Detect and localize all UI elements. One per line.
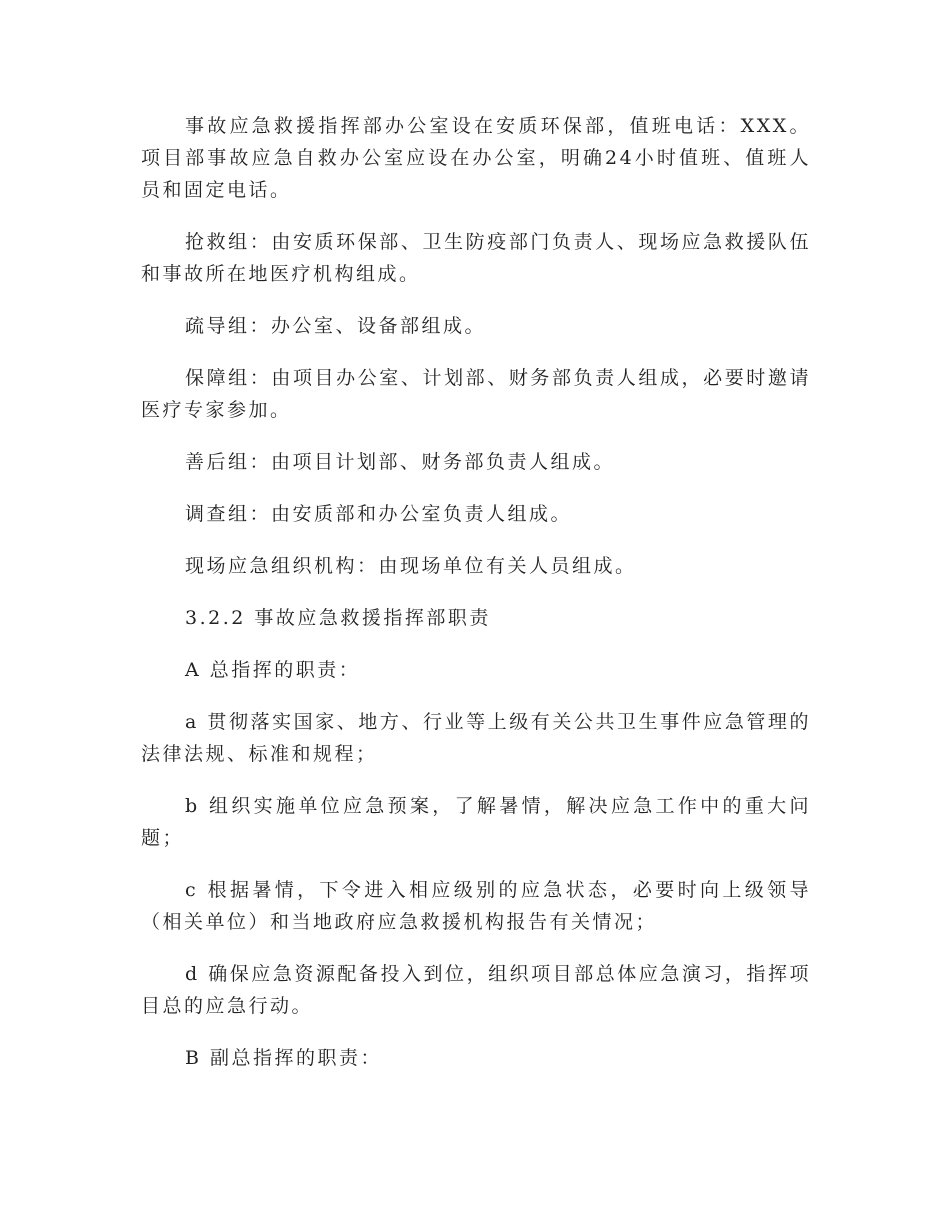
list-item-b: b 组织实施单位应急预案，了解暑情，解决应急工作中的重大问题；: [141, 795, 811, 849]
list-item-d: d 确保应急资源配备投入到位，组织项目部总体应急演习，指挥项目总的应急行动。: [141, 963, 811, 1017]
section-heading-3-2-2: 3.2.2 事故应急救援指挥部职责: [185, 607, 491, 629]
paragraph-guidance-group: 疏导组：办公室、设备部组成。: [185, 315, 487, 337]
subheading-deputy-commander-duties: B 副总指挥的职责：: [185, 1047, 383, 1069]
paragraph-investigation-group: 调查组：由安质部和办公室负责人组成。: [185, 503, 573, 525]
paragraph-aftermath-group: 善后组：由项目计划部、财务部负责人组成。: [185, 451, 616, 473]
subheading-commander-duties: A 总指挥的职责：: [185, 659, 361, 681]
list-item-c: c 根据暑情，下令进入相应级别的应急状态，必要时向上级领导（相关单位）和当地政府应急救援机构报告有关情况；: [141, 879, 811, 933]
document-body: [141, 110, 811, 1094]
paragraph-duty-office: 事故应急救援指挥部办公室设在安质环保部，值班电话：XXX。项目部事故应急自救办公室应设在办公室，明确24小时值班、值班人员和固定电话。: [141, 115, 811, 201]
paragraph-onsite-organization: 现场应急组织机构：由现场单位有关人员组成。: [185, 555, 637, 577]
list-item-a: a 贯彻落实国家、地方、行业等上级有关公共卫生事件应急管理的法律法规、标准和规程；: [141, 711, 811, 765]
paragraph-rescue-group: 抢救组：由安质环保部、卫生防疫部门负责人、现场应急救援队伍和事故所在地医疗机构组成。: [141, 231, 811, 285]
paragraph-support-group: 保障组：由项目办公室、计划部、财务部负责人组成，必要时邀请医疗专家参加。: [141, 367, 811, 421]
